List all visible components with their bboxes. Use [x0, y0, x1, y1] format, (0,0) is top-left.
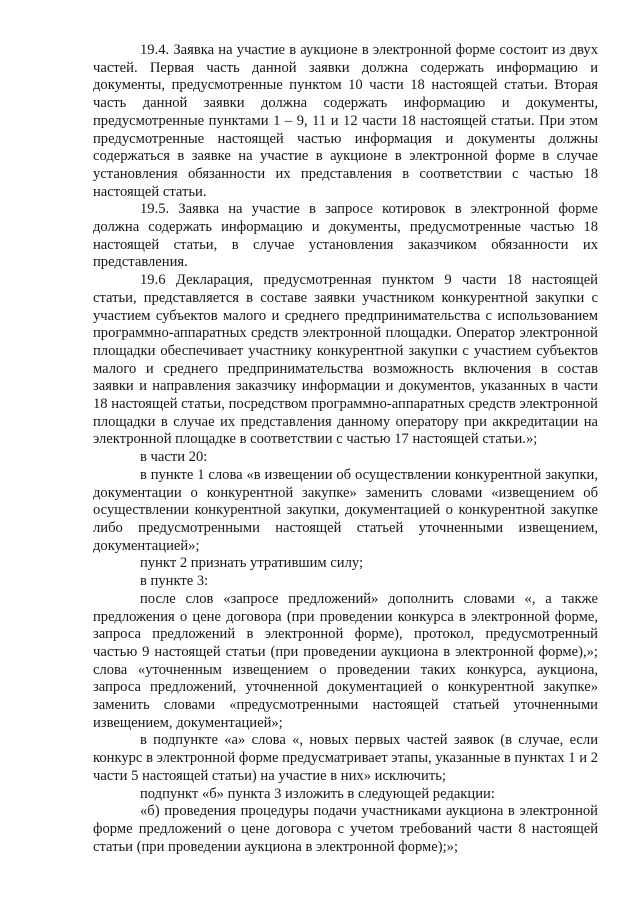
paragraph-point-1-amendment: в пункте 1 слова «в извещении об осуществлении конкурентной закупки, документации о конкурентной закупке» заменить словами «извещением об осуществлении конкурентной закупки, документацией о конкурентной закупке либо предусмотренными настоящей статьей уточненными извещением, документацией»;: [93, 466, 598, 554]
paragraph-19-4: 19.4. Заявка на участие в аукционе в электронной форме состоит из двух частей. Первая часть данной заявки должна содержать информацию и документы, предусмотренные пунктом 10 части 18 настоящей статьи. Вторая часть данной заявки должна содержать информацию и документы, предусмотренные пунктами 1 – 9, 11 и 12 части 18 настоящей статьи. При этом предусмотренные настоящей частью информация и документы должны содержаться в заявке на участие в аукционе в электронной форме в случае установления обязанности их представления в соответствии с частью 18 настоящей статьи.: [93, 42, 598, 200]
paragraph-point-3-heading: в пункте 3:: [140, 573, 209, 590]
paragraph-subpoint-a: в подпункте «а» слова «, новых первых частей заявок (в случае, если конкурс в электронной форме предусматривает этапы, указанные в пунктах 1 и 2 части 5 настоящей статьи) на участие в них» исключить;: [93, 732, 598, 784]
paragraph-subpoint-b-intro: подпункт «б» пункта 3 изложить в следующей редакции:: [140, 785, 495, 802]
document-body: [93, 42, 598, 856]
paragraph-subpoint-b-text: «б) проведения процедуры подачи участниками аукциона в электронной форме предложений о цене договора с учетом требований части 8 настоящей статьи (при проведении аукциона в электронной форме);»;: [93, 803, 598, 855]
paragraph-19-5: 19.5. Заявка на участие в запросе котировок в электронной форме должна содержать информацию и документы, предусмотренные частью 18 настоящей статьи, в случае установления заказчиком обязанности их представления.: [93, 201, 598, 271]
paragraph-19-6: 19.6 Декларация, предусмотренная пунктом 9 части 18 настоящей статьи, представляется в составе заявки участником конкурентной закупки с участием субъектов малого и среднего предпринимательства с использованием программно-аппаратных средств электронной площадки. Оператор электронной площадки обеспечивает участнику конкурентной закупки с участием субъектов малого и среднего предпринимательства возможность включения в состав заявки и направления заказчику информации и документов, указанных в части 18 настоящей статьи, посредством программно-аппаратных средств электронной площадки в случае их представления данному оператору при аккредитации на электронной площадке в соответствии с частью 17 настоящей статьи.»;: [93, 272, 598, 448]
paragraph-point-3-addition: после слов «запросе предложений» дополнить словами «, а также предложения о цене договора (при проведении конкурса в электронной форме, запроса предложений в электронной форме), протокол, предусмотренный частью 9 настоящей статьи (при проведении аукциона в электронной форме),»; слова «уточненным извещением о проведении таких конкурса, аукциона, запроса предложений, уточненной документацией о конкурентной закупке» заменить словами «предусмотренными настоящей статьей уточненными извещением, документацией»;: [93, 590, 598, 731]
paragraph-part-20-heading: в части 20:: [140, 449, 208, 466]
paragraph-point-2-repeal: пункт 2 признать утратившим силу;: [140, 555, 364, 572]
